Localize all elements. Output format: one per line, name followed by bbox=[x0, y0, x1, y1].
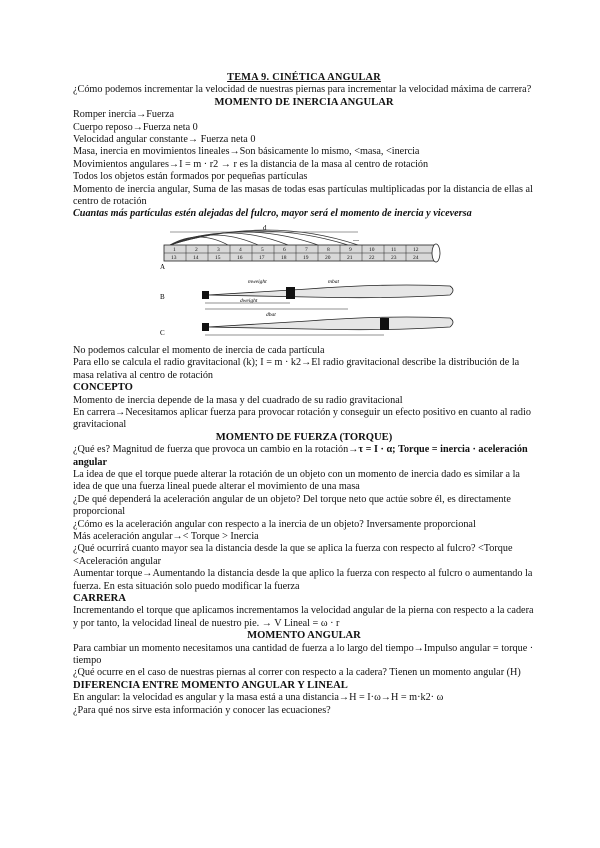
text-line: Para cambiar un momento necesitamos una cantidad de fuerza a lo largo del tiempo→Impulso angular = torque · tiempo bbox=[73, 642, 534, 667]
text-line: Aumentar torque→Aumentando la distancia desde la que aplico la fuerza con respecto al fulcro o aumentando la fuerza. En esta situación solo puedo modificar la fuerza bbox=[73, 568, 533, 592]
grid-cell: 16 bbox=[237, 254, 243, 261]
text-line: Incrementando el torque que aplicamos incrementamos la velocidad angular de la pierna con respecto a la cadera y por tanto, la velocidad lineal de nuestro pie. → V Lineal = ω · r bbox=[73, 605, 534, 629]
section-inertia-heading: MOMENTO DE INERCIA ANGULAR bbox=[214, 96, 394, 108]
label-m-weight: mweight bbox=[248, 278, 267, 285]
text-line: La idea de que el torque puede alterar la rotación de un objeto con un momento de inercia dado es similar a la idea de que una fuerza lineal puede alterar el movimiento de una masa bbox=[73, 468, 520, 493]
label-m-bat: mbat bbox=[328, 278, 339, 285]
grid-cell: 12 bbox=[413, 246, 419, 253]
text-line: ¿Para qué nos sirve esta información y conocer las ecuaciones? bbox=[73, 704, 331, 716]
text-line: En angular: la velocidad es angular y la masa está a una distancia→H = I·ω→H = m·k2· ω bbox=[73, 692, 444, 704]
intro-question: ¿Cómo podemos incrementar la velocidad de nuestras piernas para incrementar la velocidad máxima de carrera? bbox=[73, 84, 532, 96]
grid-cell: 20 bbox=[325, 254, 331, 261]
text-line: Velocidad angular constante→ Fuerza neta 0 bbox=[73, 134, 256, 146]
concept-heading: CONCEPTO bbox=[73, 382, 133, 394]
text-line: Cuerpo reposo→Fuerza neta 0 bbox=[73, 121, 198, 133]
grid-cell: 6 bbox=[283, 246, 286, 253]
text-line: Para ello se calcula el radio gravitacional (k); I = m · k2→El radio gravitacional describe la distribución de la masa relativa al centro de rotación bbox=[73, 357, 520, 381]
label-a: A bbox=[160, 262, 166, 271]
grid-cell: 11 bbox=[391, 246, 397, 253]
grid-cell: 3 bbox=[217, 246, 220, 253]
page-title: TEMA 9. CINÉTICA ANGULAR bbox=[227, 72, 381, 83]
label-d-weight: dweight bbox=[240, 297, 258, 304]
text-line: Todos los objetos están formados por pequeñas partículas bbox=[73, 171, 308, 183]
text-line: ¿Cómo es la aceleración angular con respecto a la inercia de un objeto? Inversamente proporcional bbox=[73, 518, 476, 530]
grid-cell: 18 bbox=[281, 254, 287, 261]
section-torque-heading: MOMENTO DE FUERZA (TORQUE) bbox=[215, 431, 393, 443]
grid-cell: 7 bbox=[305, 246, 308, 253]
grid-cell: 4 bbox=[239, 246, 242, 253]
text-line: ¿De qué dependerá la aceleración angular de un objeto? Del torque neto que actúe sobre él, es directamente proporcional bbox=[73, 493, 511, 518]
difference-heading: DIFERENCIA ENTRE MOMENTO ANGULAR Y LINEAL bbox=[73, 679, 348, 691]
grid-cell: 10 bbox=[369, 246, 375, 253]
grid-cell: 19 bbox=[303, 254, 309, 261]
document-page bbox=[73, 72, 535, 717]
text-line: No podemos calcular el momento de inercia de cada partícula bbox=[73, 344, 325, 356]
grid-cell: 8 bbox=[327, 246, 330, 253]
text-line: Movimientos angulares→I = m · r2 → r es la distancia de la masa al centro de rotación bbox=[73, 158, 429, 170]
text-line: Momento de inercia depende de la masa y del cuadrado de su radio gravitacional bbox=[73, 394, 403, 406]
grid-cell: 1 bbox=[173, 246, 176, 253]
bold-statement: Cuantas más partículas estén alejadas del fulcro, mayor será el momento de inercia y viceversa bbox=[73, 208, 472, 220]
grid-cell: 21 bbox=[347, 254, 353, 261]
grid-cell: 2 bbox=[195, 246, 198, 253]
carrera-heading: CARRERA bbox=[73, 593, 126, 604]
text-line: Más aceleración angular→< Torque > Inercia bbox=[73, 530, 259, 542]
figure-drawing bbox=[158, 223, 458, 343]
text-line: En carrera→Necesitamos aplicar fuerza para provocar rotación y conseguir un efecto positivo en cuanto al radio gravitacional bbox=[73, 406, 531, 431]
grid-cell: 23 bbox=[391, 254, 397, 261]
section-angular-momentum-heading: MOMENTO ANGULAR bbox=[247, 630, 361, 642]
grid-cell: 17 bbox=[259, 254, 265, 261]
text-line: Masa, inercia en movimientos lineales→Son básicamente lo mismo, <masa, <inercia bbox=[73, 146, 420, 158]
text-line: Romper inercia→Fuerza bbox=[73, 109, 174, 121]
bat-inertia-figure bbox=[158, 223, 458, 343]
text-line: ¿Qué ocurrirá cuanto mayor sea la distancia desde la que se aplica la fuerza con respecto al fulcro? <Torque <Aceleración angular bbox=[73, 543, 513, 567]
text-line: ¿Qué ocurre en el caso de nuestras piernas al correr con respecto a la cadera? Tienen un momento angular (H) bbox=[73, 667, 521, 679]
label-d: d bbox=[263, 223, 267, 232]
torque-definition bbox=[73, 444, 535, 469]
label-b: B bbox=[160, 292, 165, 301]
label-d-bat: dbat bbox=[266, 311, 276, 318]
torque-question: ¿Qué es? Magnitud de fuerza que provoca un cambio en la rotación→ bbox=[73, 444, 359, 456]
grid-cell: 14 bbox=[193, 254, 199, 261]
grid-cell: 15 bbox=[215, 254, 221, 261]
grid-cell: 22 bbox=[369, 254, 375, 261]
label-dots: ... bbox=[353, 233, 359, 243]
grid-cell: 5 bbox=[261, 246, 264, 253]
label-c: C bbox=[160, 328, 165, 337]
grid-cell: 24 bbox=[413, 254, 419, 261]
grid-cell: 9 bbox=[349, 246, 352, 253]
grid-cell: 13 bbox=[171, 254, 177, 261]
torque-formula: τ = I · α; Torque = inercia · aceleración angular bbox=[73, 444, 528, 468]
text-line: Momento de inercia angular, Suma de las masas de todas esas partículas multiplicadas por la distancia de ellas al centro de rotación bbox=[73, 183, 533, 208]
